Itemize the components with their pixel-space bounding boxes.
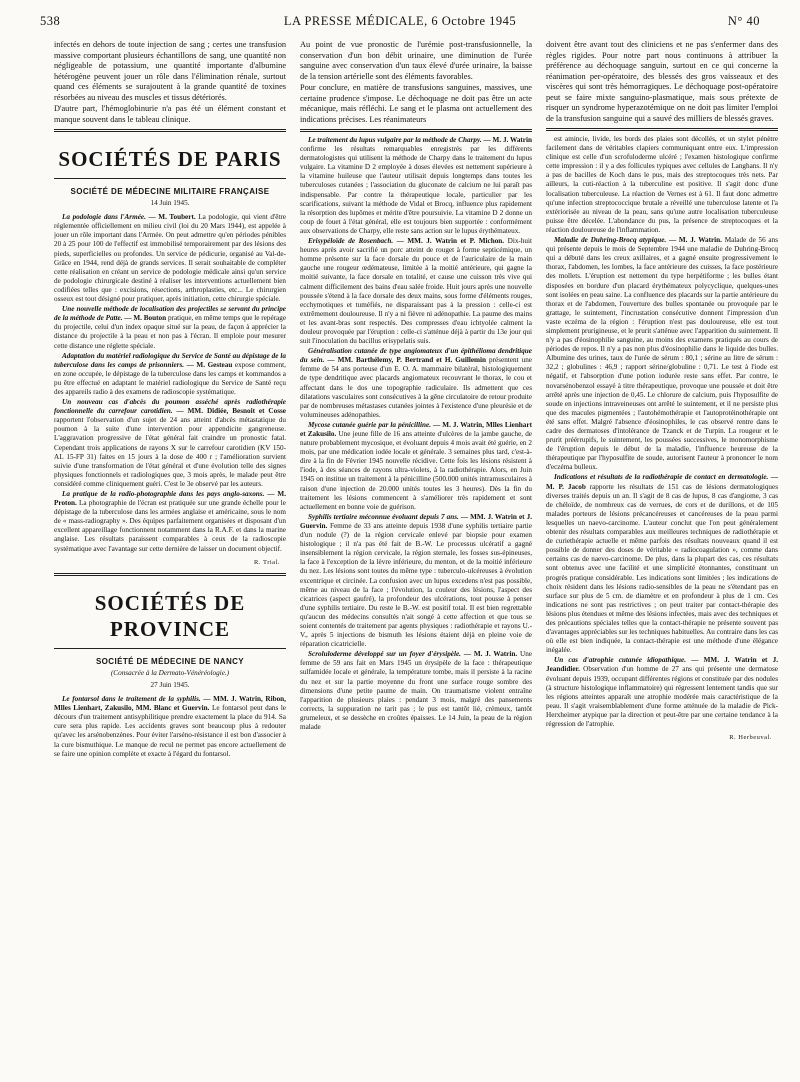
running-head [40, 14, 760, 36]
abstract-item [54, 490, 286, 554]
session-date: 27 Juin 1945. [150, 680, 190, 689]
item-authors: — M. Proton. [54, 490, 286, 508]
item-body: Le fontarsol peut dans le décours d'un traitement antisyphilitique prendre exactement la place du 914. Sa cure sera plus rapide. Les accidents graves sont beaucoup plus à redouter qu'avec les arsénobenzènes. Pour éviter l'arséno-résistance il est bon d'associer à la cure bismuthique. Le manque de recul ne permet pas encore actuellement de se faire une opinion complète et exacte à l'égard du fontarsol. [54, 704, 286, 758]
item-title: Mycose cutanée guérie par la pénicilline. [308, 420, 432, 429]
col2-top-text [300, 40, 532, 125]
item-authors: — M. J. Watrin. [666, 236, 722, 245]
item-title: La podologie dans l'Armée. [62, 213, 146, 222]
paragraph: infectés en dehors de toute injection de sang ; certes une transfusion massive comportant plusieurs échantillons de sang, une quantité non négligeable de potassium, une quantité importante d'albumine hétérogène peuvent jouer un rôle dans l'élimination rénale, surtout quand ces éléments se surajoutent à la grande quantité de toxines résorbées au niveau des muscles et tissus détériorés. [54, 40, 286, 102]
section-divider [546, 128, 778, 131]
item-title: Une nouvelle méthode de localisation des projectiles se servant du principe de la méthode de Patte. [54, 305, 286, 323]
paragraph: Pour conclure, en matière de transfusions sanguines, massives, une certaine prudence s'impose. Le déchoquage ne doit pas être un acte mécanique, mais réfléchi. Le sang et le plasma ont actuellement des indications précises. Les réanimateurs [300, 83, 532, 124]
section-divider [54, 573, 286, 576]
abstract-item [546, 473, 778, 655]
item-title: Erisypéloïde de Rosenbach. [308, 237, 394, 246]
abstract-item [54, 398, 286, 489]
abstract-item [54, 213, 286, 304]
item-authors: — M. Gesteau [184, 360, 233, 369]
divider [54, 648, 286, 649]
item-authors: — MM. Didiée, Besnoit et Cosse [172, 407, 286, 416]
paragraph: D'autre part, l'hémoglobinurie n'a pas été un élément constant et manque souvent dans le tableau clinique. [54, 104, 286, 124]
item-body: expose comment, en zone occupée, le dépistage de la tuberculose dans les camps et kommandos a pu être effectué en adaptant le matériel radiologique du Service de Santé reçu des appareils radio à des examens de radioscopie systématique. [54, 360, 286, 396]
society-heading: SOCIÉTÉ DE MÉDECINE DE NANCY [95, 656, 245, 666]
abstract-item [54, 352, 286, 397]
item-body: La photographie de l'écran est pratiquée sur une grande échelle pour le dépistage de la tuberculose dans les armées anglaise et américaine, sous le nom de « mass-radiography ». Des équipes parfaitement organisées et disposant d'un excellent appareillage fonctionnent notamment dans la R.A.F. et dans la marine anglaise. Les résultats paraissent comparables à ceux de la radioscopie systématique avec l'avantage sur cette dernière de laisser un document objectif. [54, 499, 286, 553]
item-title: Maladie de Duhring-Brocq atypique. [554, 236, 667, 245]
section-divider [300, 129, 532, 132]
continuation-paragraph: est amincie, livide, les bords des plaies sont décollés, et un stylet pénètre facilement dans de véritables clapiers communiquant entre eux. L'impression clinique est celle d'un scrofuloderme ulcéré ; l'examen histologique confirme cette impression : il y a des follicules typiques avec cellules de Langhans. Il n'y a pas de bacilles de Koch dans le pus, mais des streptocoques très nets. Par ailleurs, la cuti-réaction à la tuberculine est positive. Il s'agit donc d'une localisation tuberculeuse. La réaction de Vernes est à 61. Il faut donc admettre qu'une infection streptococcique brutale a réveillé une tuberculose latente et l'a extériorisée au niveau de la peau, sans qu'une autre localisation tuberculeuse puisse être décelée. L'abondance du pus, la présence de streptocoques et la réaction douloureuse de l'inflammation. [546, 135, 778, 234]
abstract-item [300, 136, 532, 236]
divider [54, 178, 286, 179]
item-title: La pratique de la radio-photographie dans les pays anglo-saxons. [62, 490, 265, 498]
issue-number: N° 40 [727, 14, 760, 28]
item-title: Adaptation du matériel radiologique du Service de Santé au dépistage de la tuberculose dans les camps de prisonniers. [54, 351, 286, 369]
item-authors: — MM. J. Watrin et J. Guervin. [300, 512, 532, 530]
section-banner-province: SOCIÉTÉS DE PROVINCE [94, 590, 246, 641]
signature: R. Herbeuval. [729, 734, 772, 742]
item-authors: — MM. J. Watrin, Ribon, Mlles Lienhart, Zakusilo, MM. Blanc et Guervin. [54, 695, 286, 713]
item-title: Scroluloderme développé sur un foyer d'érysipèle. [308, 650, 461, 659]
abstract-item [546, 656, 778, 729]
item-authors: — M. J. Watrin [481, 136, 532, 144]
item-body: rapportent l'observation d'un sujet de 24 ans atteint d'abcès métastatique du poumon à la suite d'une intervention pour appendicite gangreneuse. L'aggravation progressive de l'état général fait craindre un pronostic fatal. Cependant trois applications de rayons X sur le carrefour carotidien (KV 150-AL 15-FP 31) faites en 15 jours à la dose de 400 r ; l'amélioration survient suivie d'une transformation de l'état général et d'une évolution telle des signes physiques fonctionnels et radiologiques que, 3 mois après, le malade peut être considéré comme cliniquement guéri. C'est le 3e observé par les auteurs. [54, 416, 286, 488]
abstract-item [54, 305, 286, 350]
society-subtitle: (Consacrée à la Dermato-Vénéréologie.) [110, 668, 230, 677]
abstract-item [300, 513, 532, 649]
item-authors: — MM. J. Watrin et J. Jeandidier. [546, 656, 778, 674]
col1-top-text [54, 40, 286, 125]
item-authors: — MM. J. Watrin et P. Michon. [393, 237, 505, 246]
item-body: pratique, en même temps que le repérage du projectile, celui d'un index opaque situé sur la peau, de façon à apprécier la distance du projectile à la peau et non pas à l'écran. Il emploie pour mesurer cette distance une réglette spéciale. [54, 314, 286, 350]
journal-title: LA PRESSE MÉDICALE, 6 Octobre 1945 [283, 14, 517, 28]
item-title: Syphilis tertiaire méconnue évoluant depuis 7 ans. [308, 512, 459, 521]
abstract-item [300, 421, 532, 512]
item-body: Femme de 33 ans atteinte depuis 1938 d'une syphilis tertiaire partie d'un nodule (?) de la région cervicale enlevé par biopsie pour examen histologique ; il n'a pas été fait de B.-W. Le processus ulcératif a gagné insensiblement la région cervicale, la région sternale, les fosses sus-épineuses, la face à l'exception de la lèvre inférieure, du menton, et de la moitié inférieure du nez. Les lésions sont toutes du même type : tuberculo-ulcéreuses à évolution excentrique et circinée. La confusion avec un lupus excedens n'est pas possible, même au niveau de la face ; l'évolution, la couleur des lésions, l'aspect des cicatrices (aspect gaufré), la profondeur des ulcérations, tout pousse à penser d'une syphilis tertiaire. Du reste le B.-W. est positif total. Il est bien regrettable qu'aucun des médecins consultés n'ait songé à cette affection et que tous se soient contentés de traitement par agents physiques : radiothérapie et rayons U.-V., après 5 injections de bismuth les lésions étaient déjà en pleine voie de réparation cicatricielle. [300, 521, 532, 649]
item-title: Un nouveau cas d'abcès du poumon asséché après radiothérapie fonctionnelle du carrefour carotidien. [54, 398, 286, 416]
item-title: Le traitement du lupus vulgaire par la méthode de Charpy. [308, 136, 482, 144]
item-body: rapporte les résultats de 151 cas de lésions dermatologiques diverses traités depuis un an. Il s'agit de 8 cas de lupus, 8 cas d'angiome, 3 cas de chéloïde, de nombreux cas de verrues, de cors et de durillons, et de 105 malades porteurs de lésions précancéreuses et cancéreuses de la peau parmi lesquelles un naevo-carcinome. L'auteur conclut que l'on peut généralement obtenir des résultats comparables aux meilleures techniques de radiothérapie et de curiethérapie actuelle et même parfois des résultats nouveaux quand il est possible de donner des doses de véritable « radiocoagulation », comme dans certains cas de naevo-carcinome. De plus, dans la plupart des cas, ces résultats sont obtenus avec une facilité et une simplicité étonnantes, constituant un progrès pratique considérable. Les indications sont limitées ; les indications de choix résident dans les lésions radio-sensibles de la peau ne s'étendant pas en surface sur plus de 5 cm. de diamètre et en profondeur à plus de 1 cm. Ces indications ne sont pas restrictives ; on peut traiter par contact-thérapie des lésions plus étendues et même des lésions infectées, mais avec des techniques et des précautions spéciales telles que la contact-thérapie ne présente souvent pas d'avantages appréciables sur les techniques habituelles. Au contraire dans les cas où elle est bien indiquée, la contact-thérapie est une méthode d'une élégance inégalée. [546, 482, 778, 655]
item-authors: — M. P. Jacob [546, 473, 778, 491]
section-banner-paris: SOCIÉTÉS DE PARIS [58, 147, 282, 171]
item-title: Un cas d'atrophie cutanée idiopathique. [554, 656, 687, 665]
page-number: 538 [40, 14, 61, 28]
signature: R. Trial. [254, 558, 280, 566]
item-authors: — M. J. Watrin, Mlles Lienhart et Zakusilo. [300, 420, 532, 438]
item-authors: — MM. Barthélemy, P. Bertrand et H. Guillemin [324, 356, 487, 365]
item-authors: — M. Bouton [122, 314, 167, 323]
item-body: Dix-huit heures après avoir sacrifié un porc atteint de rouget à forme septicémique, un homme présente sur la face dorsale du pouce et de l'auriculaire de la main gauche une rougeur œdémateuse, limitée à la moitié antérieure, qui gagne la moitié suivante, la face dorsale en totalité, et cause une cuisson très vive qui calment difficilement des bains d'eau salée froide. Huit jours après une nouvelle poussée s'étend à la face dorsale des deux mains, sous forme d'éléments rouges, ecchymotiques et tuméfiés, ne disparaissant pas à la pression : celle-ci est extrêmement douloureuse. Il n'y a ni fièvre ni adénopathie. La paume des mains et les avant-bras sont respectés. Des compresses d'eau ichtyolée calment la douleur provoquée par l'éruption : celle-ci s'atténue déjà à partir du 13e jour qui suit l'inoculation du bacillus erisypelatis suis. [300, 237, 532, 346]
item-body: présentent une femme de 54 ans porteuse d'un E. O. A. mammaire bilatéral, histologiquement de type dendritique avec placards angiomateux recouvrant le thorax, le cou et affectant dans le dos une topographie radiculaire. Ils admettent que ces dilatations vasculaires sont consécutives à la gêne circulatoire de retour produite par de nombreuses métastases cutanées jointes à l'existence d'une pleurésie et de volumineuses adénopathies. [300, 356, 532, 419]
section-divider [54, 129, 286, 132]
abstract-item [300, 347, 532, 420]
abstract-item [300, 650, 532, 732]
item-authors: — M. J. Watrin. [460, 650, 518, 659]
paragraph: doivent être avant tout des cliniciens et ne pas s'enfermer dans des règles rigides. Pour notre part nous continuons à attribuer la préférence au déchoquage sanguin, surtout en ce qui concerne la réanimation per-opératoire, des blessés des gros vaisseaux et des viscères qui sont très hémorragiques. Le déchoquage post-opératoire peut se faire mixte sanguino-plasmatique, mais sous prétexte de risquer un syndrome hyperazotémique on ne doit pas limiter l'emploi de la transfusion sanguine qui a sauvé des milliers de blessés graves. [546, 40, 778, 123]
abstract-item [546, 236, 778, 472]
col3-top-text [546, 40, 778, 124]
item-body: Une femme de 59 ans fait en Mars 1945 un érysipèle de la face : thérapeutique sulfamidée locale et générale, la température tombe, mais il persiste à la racine du nez et sur la partie moyenne du front une surface rouge sombre des dimensions d'une petite paume de main. On traumatisme violent entraîne l'apparition de plusieurs plaies : pendant 3 mois, malgré des pansements corrects, la suppuration ne tarit pas ; le pus est tantôt lié, crémeux, tantôt grumeleux, et se dessèche en croûtes épaisses. Le 14 Juin, la peau de la région malade [300, 650, 532, 731]
item-authors: — M. Toubert. [145, 213, 196, 222]
item-body: Observation d'un homme de 27 ans qui présente une dermatose évoluant depuis 1939, occupant différentes régions et constituée par des nodules (à structure histologique inflammatoire) qui régressent lentement tandis que sur les régions atteintes apparaît une atrophie modérée mais caractéristique de la peau. Il s'agit vraisemblablement d'une forme atténuée de la maladie de Pick-Herxheimer atypique par la direction et peut-être par une certaine tendance à la régression de l'atrophie. [546, 665, 778, 728]
item-body: Malade de 56 ans qui présente depuis le mois de Septembre 1944 une maladie de Duhring-Brocq qui a débuté dans les creux axillaires, et a gagné ensuite progressivement le thorax, l'abdomen, les lombes, la face antérieure des cuisses, la face postérieure des mollets. L'éruption est nettement du type herpétiforme ; les bulles étant disposées en bordure d'un placard érythémateux polycyclique, quelques-unes sont isolées en peau saine. La confluence des placards sur la partie antérieure du thorax et de l'abdomen, l'ouverture des bulles spontanée ou provoquée par le grattage, le suintement, l'incrustation consécutive donnent l'impression d'un vaste eczéma de la région : l'éruption n'est pas douloureuse, elle est tout simplement prurigineuse, et le prurit s'atténue avec l'apparition du suintement. Il n'y a pas d'éosinophilie sanguine, au moins des examens pratiqués au cours de périodes de repos. Il n'y a pas non plus d'éosinophilie dans le liquide des bulles. Albumine des urines, taux de l'urée de sérum : 80,1 ; sérine au litre de sérum : 32,2 ; globulines : 46,9 ; rapport sérine/globuline : 0,71. Le test à l'iode est négatif, et l'absorption d'une potion iodurée reste sans effet. Par contre, le novarsénobenzol essayé à titre thérapeutique, provoque une poussée et doit être arrêté après une injection de 0,45. Le chlorure de calcium, puis l'hyposulfite de soude en injections intraveineuses ont arrêté le suintement, et il ne persiste plus que des macules pigmentées ; l'autohémothérapie et l'autoprotéinothérapie ont été sans effet. Malgré l'absence d'éosinophiles, le cas observé rentre dans le cadre des dermatoses d'intolérance de Tzanck et de Turpin. La rougeur et le prurit préérrupifs, le suintement, les poussées successives, le monomorphisme de l'éruption depuis le début de la maladie, l'influence heureuse de la thérapeutique par l'hyposulfite de soude, autorisent l'auteur à prononcer le nom d'eczéma bulleux. [546, 236, 778, 472]
item-title: Indications et résultats de la radiothérapie de contact en dermatologie. [554, 473, 769, 482]
paragraph: Au point de vue pronostic de l'urémie post-transfusionnelle, la conservation d'un bon débit urinaire, une diminution de l'urée sanguine avec conservation d'un taux élevé d'urée urinaire, la baisse de la tension artérielle sont des éléments favorables. [300, 40, 532, 81]
item-title: Le fontarsol dans le traitement de la syphilis. [62, 695, 201, 704]
item-title: Généralisation cutanée de type angiomateux d'un épithélioma dendritique du sein. [300, 347, 532, 365]
abstract-item [54, 695, 286, 759]
session-date: 14 Juin 1945. [150, 199, 190, 208]
society-heading: SOCIÉTÉ DE MÉDECINE MILITAIRE FRANÇAISE [70, 187, 270, 196]
column-2 [300, 40, 532, 1070]
column-1 [54, 40, 286, 1070]
abstract-item [300, 237, 532, 346]
item-body: Une jeune fille de 16 ans atteinte d'ulcères de la jambe gauche, de nature probablement mycosique, et évoluant depuis 4 mois avait été guérie, en 2 mois, par une médication iodée locale et générale. 3 semaines plus tard, c'est-à-dire à la fin de Février 1945 nouvelle récidive. Cette fois les lésions résistent à l'iode, à des séances de rayons ultra-violets, à la radiothérapie. Alors, en Juin 1945 on institue un traitement à la pénicilline (500.000 unités intramusculaires à raison d'une injection de 20.000 unités toutes les 3 heures). Dès la fin du traitement les lésions commencent à s'améliorer très rapidement et sont actuellement en bonne voie de guérison. [300, 430, 532, 511]
column-3 [546, 40, 778, 1070]
item-body: La podologie, qui vient d'être réglementée officiellement en milieu civil (loi du 20 Mars 1944), est appelée à jouer un rôle important dans l'Armée. On peut admettre qu'en périodes pénibles 20 à 25 pour 100 de l'effectif est immobilisé temporairement par des lésions des pieds, superficielles ou profondes. Un service de pédicurie, organisé au Val-de-Grâce en 1944, rend déjà de grands services. Il serait souhaitable de compléter cette réalisation en créant un service de podologie médicale ainsi qu'un service de podologie chirurgicale destiné à réaliser les interventions actuellement bien codifiées telles que : excisions, résections, arthroplasties, etc... Le chirurgien osseux est tout désigné pour pratiquer, après initiation, cette chirurgie spéciale. [54, 213, 286, 304]
item-body: confirme les résultats remarquables enregistrés par les différents dermatologistes qui utilisent la méthode de Charpy dans le traitement du lupus vulgaire. La vitamine D 2 employée à doses élevées est nettement supérieure à la vitamine huileuse que l'auteur utilisait depuis longtemps dans toutes les tuberculoses cutanées ; l'association du gluconate de calcium ne lui paraît pas indispensable. Par contre la thérapeutique locale, particulier par les scarifications, suivant la méthode de Vidal et Brocq, influence plus rapidement la résorption des lupômes et mérite d'être poursuivie. La vitamine D 2 donne un coup de fouet à l'état général, elle est toujours bien supportée : conformément aux observations de Charpy, elle reste sans action sur le lupus érythémateux. [300, 145, 532, 235]
